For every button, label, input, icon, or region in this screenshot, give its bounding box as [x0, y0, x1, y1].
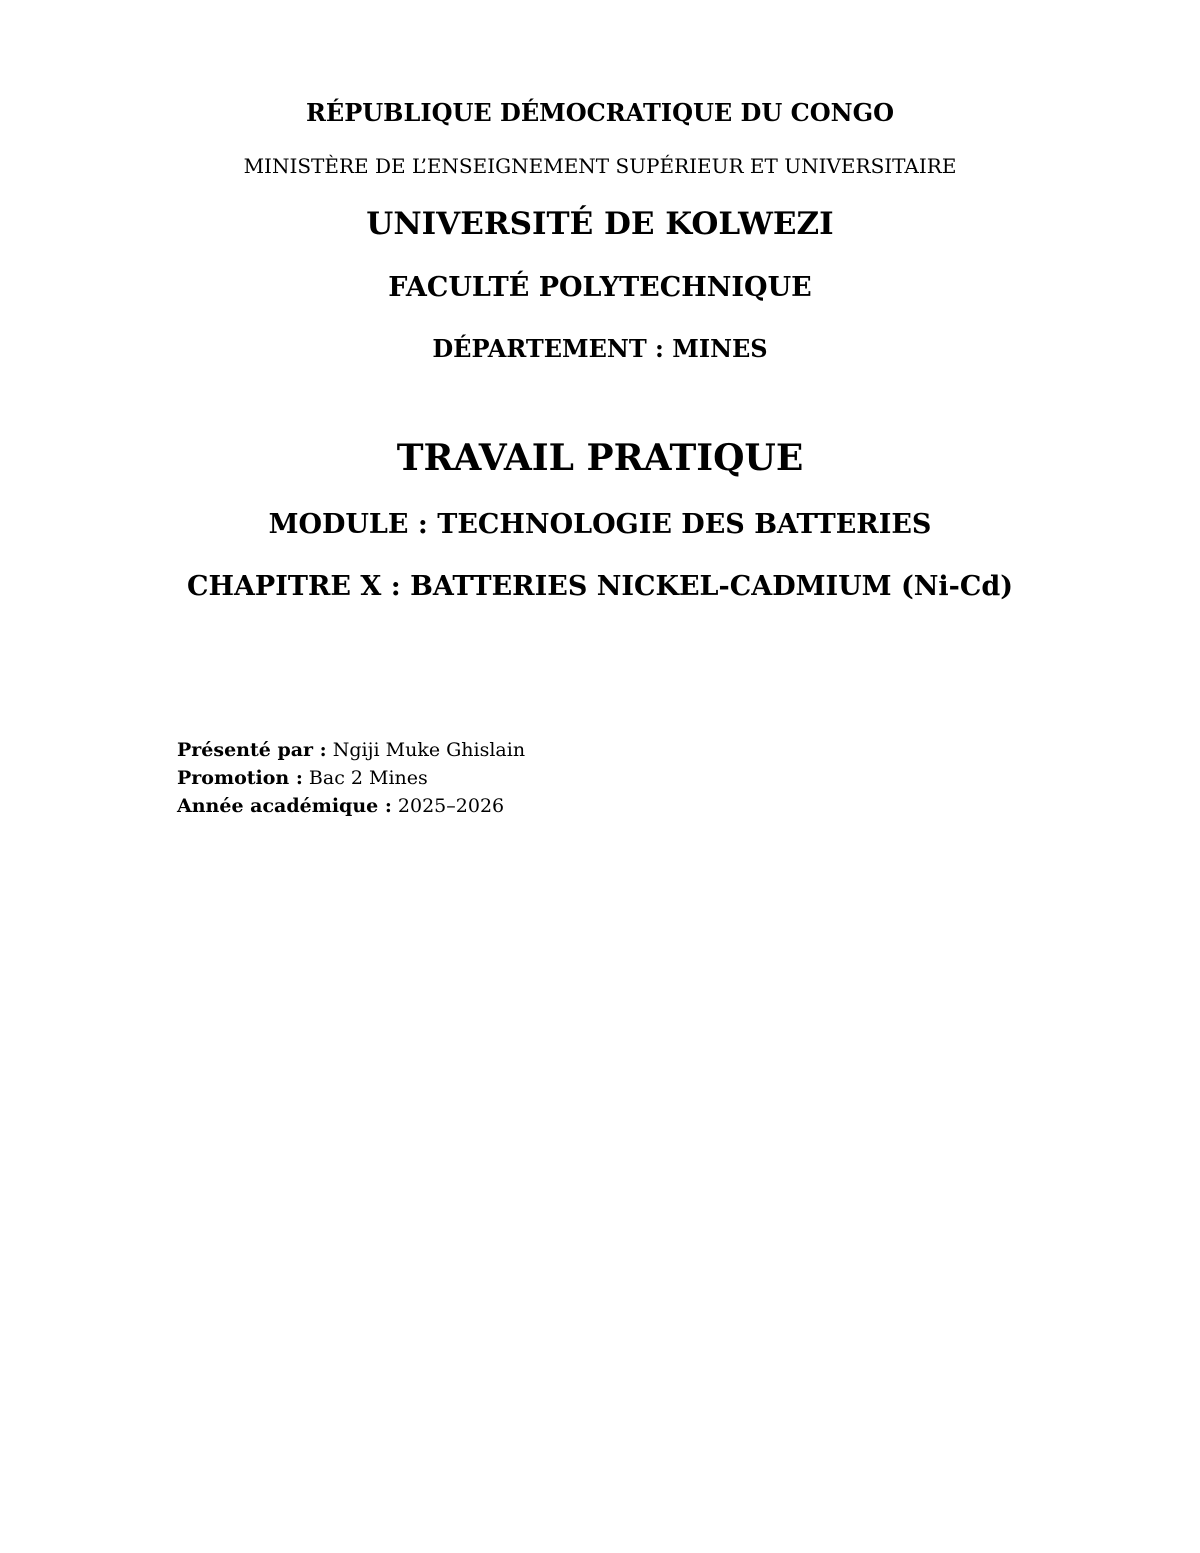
department-heading: DÉPARTEMENT : MINES	[432, 334, 768, 363]
faculty-heading: FACULTÉ POLYTECHNIQUE	[388, 272, 812, 303]
work-title: TRAVAIL PRATIQUE	[396, 437, 804, 479]
promotion-row	[177, 764, 525, 792]
ministry-heading: MINISTÈRE DE L’ENSEIGNEMENT SUPÉRIEUR ET UNIVERSITAIRE	[243, 154, 957, 178]
promotion-label: Promotion :	[177, 767, 303, 789]
republic-heading: RÉPUBLIQUE DÉMOCRATIQUE DU CONGO	[305, 98, 895, 127]
presented-by-value: Ngiji Muke Ghislain	[332, 739, 526, 761]
academic-year-value: 2025–2026	[397, 795, 505, 817]
chapter-title: CHAPITRE X : BATTERIES NICKEL-CADMIUM (Ni-Cd)	[186, 571, 1014, 602]
promotion-value: Bac 2 Mines	[308, 767, 428, 789]
module-title: MODULE : TECHNOLOGIE DES BATTERIES	[268, 509, 932, 540]
presented-by-label: Présenté par :	[177, 739, 327, 761]
author-info-block	[177, 736, 525, 820]
academic-year-row	[177, 792, 525, 820]
presented-by-row	[177, 736, 525, 764]
academic-year-label: Année académique :	[177, 795, 392, 817]
university-heading: UNIVERSITÉ DE KOLWEZI	[366, 206, 834, 242]
